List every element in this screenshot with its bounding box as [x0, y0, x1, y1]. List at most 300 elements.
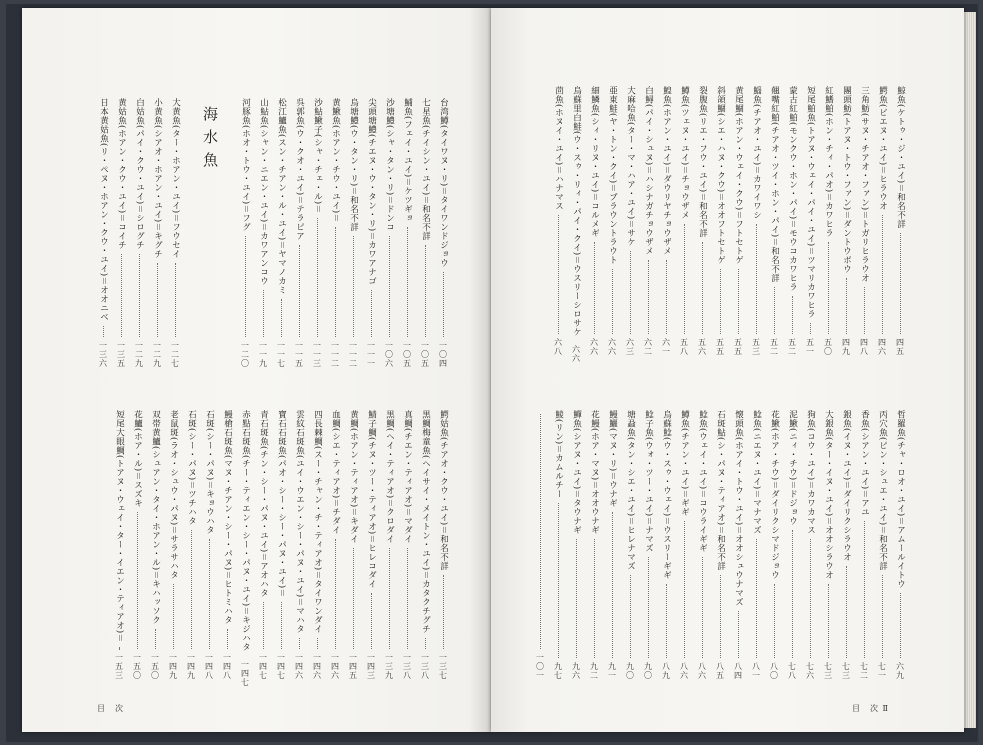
toc-entry — [802, 86, 818, 356]
toc-entry — [586, 410, 602, 680]
entry-title: 花鰍(ホア・チウ)＝ダイリクシマドジョウ — [769, 410, 780, 580]
toc-entry — [255, 98, 271, 368]
dot-leader — [317, 218, 318, 337]
entry-page-number: 一三七 — [438, 653, 448, 680]
toc-entry — [820, 86, 836, 356]
entry-title: 河豚魚(ホオ・トウ・ユイ)＝フグ — [240, 98, 251, 232]
entry-page-number: 五八 — [679, 338, 689, 356]
toc-entry — [273, 98, 289, 368]
entry-page-number: 一四八 — [204, 653, 214, 680]
entry-title: 石斑鮎(シ・パヌ・ティアオ)＝和名不詳 — [715, 410, 726, 571]
entry-title: 香魚(シアン・ユイ)＝アユ — [859, 410, 870, 517]
entry-page-number: 一〇四 — [438, 341, 448, 368]
dot-leader — [173, 584, 174, 649]
entry-page-number: 五二 — [769, 338, 779, 356]
entry-page-number: 一一七 — [276, 341, 286, 368]
dot-leader — [756, 224, 757, 334]
entry-page-number: 六二 — [643, 338, 653, 356]
entry-title: 短尾大眼鯛(トアヌ・ウェイ・ター・イエン・ティアオ)＝ — [114, 410, 125, 643]
dot-leader — [792, 296, 793, 334]
toc-entry — [147, 410, 163, 680]
toc-entry — [658, 410, 674, 680]
dot-leader — [846, 278, 847, 334]
toc-entry — [694, 410, 710, 680]
entry-title: 呉郭魚(ウ・クオ・ユイ)＝テラピア — [294, 98, 305, 241]
entry-page-number: 七二 — [859, 662, 869, 680]
section-heading: 海水魚 — [201, 106, 219, 175]
dot-leader — [299, 638, 300, 649]
entry-page-number: 一二〇 — [240, 341, 250, 368]
entry-title: 山鮎魚(シャン・ニエン・ユイ)＝カワアンコウ — [258, 98, 269, 286]
entry-page-number: 八五 — [715, 662, 725, 680]
toc-entry — [399, 410, 415, 680]
toc-lower-block — [109, 410, 451, 687]
entry-title: 短尾鮊魚(トアヌ・ウェイ・パイ・ユイ)＝ツマリカワヒラ — [805, 86, 816, 319]
dot-leader — [702, 557, 703, 658]
dot-leader — [558, 215, 559, 334]
entry-title: 黄鯛(ホアン・ティアオ)＝キダイ — [348, 410, 359, 544]
dot-leader — [407, 227, 408, 337]
toc-entry — [784, 86, 800, 356]
entry-title: 狗魚(コウ・ユイ)＝カワカマス — [805, 410, 816, 535]
dot-leader — [612, 512, 613, 658]
entry-title: 鱒魚(ツェヌ・ユイ)＝チョウザメ — [679, 86, 690, 220]
toc-entry — [309, 410, 325, 680]
toc-entry — [838, 410, 854, 680]
dot-leader — [900, 593, 901, 658]
entry-page-number: 一四七 — [240, 659, 250, 687]
entry-title: 鱒魚(チアン・ユイ)＝ギギ — [679, 410, 690, 517]
dot-leader — [121, 254, 122, 337]
dot-leader — [281, 299, 282, 337]
entry-page-number: 八六 — [679, 662, 689, 680]
entry-page-number: 四六 — [877, 338, 887, 356]
entry-title: 鯰魚(ウェイ・ユイ)＝コウライギギ — [697, 410, 708, 553]
entry-page-number: 六六 — [607, 338, 617, 356]
entry-title: 台湾鱒(タイワヌ・リ)＝タイワンドジョウ — [438, 98, 449, 268]
toc-entry — [399, 98, 415, 368]
dot-leader — [263, 290, 264, 337]
toc-entry — [129, 410, 145, 680]
entry-page-number: 九六 — [571, 662, 581, 680]
right-page — [491, 8, 964, 732]
entry-title: 赤點石斑魚(チー・ティエン・シー・パヌ・ユイ)＝キジハタ — [240, 410, 251, 652]
entry-title: 銀魚(イヌ・ユイ)＝ダイリクシラウオ — [841, 410, 852, 562]
entry-title: 斜頜鯝(シエ・ハヌ・クウ)＝オオフトセトゲ — [715, 86, 726, 265]
dot-leader — [371, 290, 372, 337]
dot-leader — [317, 638, 318, 649]
toc-entry — [820, 410, 836, 680]
dot-leader — [720, 269, 721, 334]
entry-title: 鯪(リン)＝カムルチー — [553, 410, 564, 499]
left-page — [22, 8, 491, 732]
section-spacer — [221, 98, 235, 368]
dot-leader — [353, 548, 354, 649]
entry-page-number: 五〇 — [823, 338, 833, 356]
entry-title: 白姑魚(パイ・クウ・ユイ)＝シログチ — [134, 98, 145, 250]
entry-page-number: 八九 — [661, 662, 671, 680]
entry-title: 大麻哈魚(ター・マ・ハア・ユイ)＝サケ — [625, 86, 636, 247]
entry-page-number: 九二 — [589, 662, 599, 680]
dot-leader — [738, 611, 739, 658]
toc-entry — [874, 86, 890, 356]
entry-page-number: 四五 — [895, 338, 905, 356]
entry-page-number: 一一九 — [258, 341, 268, 368]
toc-entry — [748, 410, 764, 680]
toc-entry — [712, 410, 728, 680]
toc-entry — [165, 410, 181, 680]
dot-leader — [155, 629, 156, 649]
entry-page-number: 一〇五 — [402, 341, 412, 368]
entry-title: 茴魚(ホヌイ・ユイ)＝ハナマス — [553, 86, 564, 211]
toc-entry — [604, 86, 620, 356]
dot-leader — [540, 414, 541, 649]
toc-entry — [113, 98, 129, 368]
page-folio: 目 次 — [97, 704, 124, 713]
toc-entry — [435, 410, 451, 680]
toc-entry — [417, 98, 433, 368]
entry-page-number: 一三八 — [402, 653, 412, 680]
toc-upper-block — [93, 98, 451, 368]
entry-title: 鯖子鯛(チヌ・ツー・ティアオ)＝ヒレコダイ — [366, 410, 377, 589]
entry-title: 雲紋石斑魚(ユイ・ウエン・シー・パヌ・ユイ)＝マハタ — [294, 410, 305, 634]
entry-page-number: 七一 — [877, 662, 887, 680]
entry-title: 小黄魚(シアオ・ホアン・ユイ)＝キグチ — [152, 98, 163, 259]
entry-page-number: 一四九 — [168, 653, 178, 680]
toc-entry — [381, 98, 397, 368]
entry-page-number: 八四 — [733, 662, 743, 680]
dot-leader — [612, 269, 613, 334]
toc-entry — [676, 86, 692, 356]
entry-page-number: 六六 — [571, 344, 581, 363]
entry-page-number: 九一 — [607, 662, 617, 680]
toc-entry — [766, 410, 782, 680]
toc-entry — [95, 98, 111, 368]
entry-title: 三角魴(サヌ・チアオ・ファン)＝トガリヒラウオ — [859, 86, 870, 283]
toc-entry — [532, 410, 548, 680]
entry-page-number: 一五〇 — [150, 653, 160, 680]
toc-entry — [568, 86, 584, 363]
toc-entry — [363, 98, 379, 368]
dot-leader — [443, 575, 444, 649]
toc-entry — [766, 86, 782, 356]
toc-entry — [363, 410, 379, 680]
dot-leader — [738, 269, 739, 334]
toc-entry — [345, 410, 361, 680]
toc-entry — [730, 86, 746, 356]
dot-leader — [684, 224, 685, 334]
entry-title: 尖頭塘鱧(チエヌ・ウ・タン・リ)＝カワアナゴ — [366, 98, 377, 286]
entry-page-number: 一五〇 — [132, 653, 142, 680]
dot-leader — [335, 227, 336, 337]
entry-page-number: 七八 — [787, 662, 797, 680]
entry-title: 花鱸(ホア・ル)＝スズキ — [132, 410, 143, 508]
dot-leader — [407, 548, 408, 649]
dot-leader — [139, 254, 140, 337]
toc-entry — [730, 410, 746, 680]
dot-leader — [425, 245, 426, 337]
toc-entry — [381, 410, 397, 680]
dot-leader — [389, 236, 390, 337]
page-folio: 目 次 Ⅱ — [852, 704, 889, 713]
entry-page-number: 四九 — [841, 338, 851, 356]
entry-page-number: 六九 — [895, 662, 905, 680]
dot-leader — [630, 575, 631, 658]
entry-page-number: 一四三 — [366, 653, 376, 680]
entry-title: 泥鰍(ニィ・チウ)＝ドジョウ — [787, 410, 798, 526]
entry-title: 鰐魚(ビエヌ・ユイ)＝ヒラウオ — [877, 86, 888, 211]
entry-title: 松江鱸魚(スン・チアン・ル・ユイ)＝ヤマノカミ — [276, 98, 287, 295]
toc-entry — [838, 86, 854, 356]
entry-page-number: 一二九 — [152, 341, 162, 368]
toc-entry — [892, 410, 908, 680]
toc-entry — [712, 86, 728, 356]
entry-page-number: 四八 — [859, 338, 869, 356]
entry-title: 鱓魚(シアヌ・ユイ)＝タウナギ — [571, 410, 582, 535]
toc-entry — [255, 410, 271, 680]
dot-leader — [882, 575, 883, 658]
entry-title: 石斑(シー・パヌ)＝ツチハタ — [186, 410, 197, 526]
dot-leader — [175, 263, 176, 337]
dot-leader — [335, 539, 336, 649]
dot-leader — [810, 539, 811, 658]
entry-page-number: 六八 — [553, 338, 563, 356]
entry-title: 亜東鮭(ヤ・トン・クイ)＝ブラウントラウト — [607, 86, 618, 265]
entry-page-number: 一三六 — [98, 341, 108, 368]
dot-leader — [774, 287, 775, 334]
entry-page-number: 九〇 — [625, 662, 635, 680]
toc-entry — [802, 410, 818, 680]
toc-entry — [327, 98, 343, 368]
entry-page-number: 一一二 — [330, 341, 340, 368]
entry-title: 鯆魚(フェイ・ユイ)＝ケツギョ — [402, 98, 413, 223]
entry-page-number: 五一 — [805, 338, 815, 356]
entry-title: 黄尾鯝(ホアン・ウェイ・クウ)＝フトセトゲ — [733, 86, 744, 265]
entry-title: 大黄魚(ター・ホアン・ユイ)＝フウセイ — [170, 98, 181, 259]
toc-entry — [622, 410, 638, 680]
entry-page-number: 一五三 — [114, 653, 124, 680]
entry-title: 裂腹魚(リエ・フウ・ユイ)＝和名不詳 — [697, 86, 708, 238]
entry-title: 沙塘鱧(シャ・タン・リ)＝ドンコ — [384, 98, 395, 232]
toc-entry — [550, 410, 566, 680]
entry-title: 翹嘴紅鮊(チアオ・ツイ・ホン・パイ)＝和名不詳 — [769, 86, 780, 283]
entry-page-number: 一一五 — [294, 341, 304, 368]
dot-leader — [756, 539, 757, 658]
entry-page-number: 一四七 — [276, 653, 286, 680]
entry-title: 真鯛(チエン・ティアオ)＝マダイ — [402, 410, 413, 544]
entry-page-number: 一四五 — [348, 653, 358, 680]
entry-page-number: 一一三 — [312, 341, 322, 368]
entry-page-number: 五五 — [733, 338, 743, 356]
entry-page-number: 六三 — [625, 338, 635, 356]
dot-leader — [209, 539, 210, 649]
entry-page-number: 一四八 — [222, 653, 232, 680]
entry-title: 團頭魴(トアヌ・トウ・ファン)＝ダントウボウ — [841, 86, 852, 274]
toc-entry — [550, 86, 566, 356]
entry-page-number: 八一 — [751, 662, 761, 680]
entry-page-number: 五六 — [697, 338, 707, 356]
toc-entry — [237, 98, 253, 368]
toc-entry — [201, 410, 217, 680]
entry-title: 鯰魚(ニエヌ・ユイ)＝マナマズ — [751, 410, 762, 535]
toc-entry — [622, 86, 638, 356]
entry-page-number: 一一一 — [366, 341, 376, 368]
entry-page-number: 一〇五 — [420, 341, 430, 368]
dot-leader — [846, 566, 847, 658]
dot-leader — [191, 530, 192, 649]
section-spacer — [183, 98, 197, 368]
dot-leader — [263, 602, 264, 649]
entry-title: 鰻鱺(マヌ・リ)＝ウナギ — [607, 410, 618, 508]
toc-entry — [748, 86, 764, 356]
dot-leader — [576, 539, 577, 658]
entry-page-number: 一四六 — [312, 653, 322, 680]
entry-page-number: 八〇 — [769, 662, 779, 680]
entry-title: 烏塘鱧(ウ・タン・リ)＝和名不詳 — [348, 98, 359, 232]
entry-title: 花鰻(ホア・マヌ)＝オオウナギ — [589, 410, 600, 535]
entry-title: 懐頭魚(ホアイ・トウ・ユイ)＝オオシュウナマズ — [733, 410, 744, 607]
dot-leader — [648, 557, 649, 658]
entry-title: 七星魚(チイシン・ユイ)＝和名不詳 — [420, 98, 431, 241]
dot-leader — [792, 530, 793, 658]
toc-entry — [874, 410, 890, 680]
entry-title: 大銀魚(ター・イヌ・ユイ)＝オオシラウオ — [823, 410, 834, 580]
toc-entry — [658, 86, 674, 356]
dot-leader — [137, 512, 138, 649]
toc-entry — [273, 410, 289, 680]
toc-entry — [856, 410, 872, 680]
entry-title: 青石斑魚(チン・シー・パヌ・ユイ)＝アオハタ — [258, 410, 269, 598]
toc-entry — [604, 410, 620, 680]
entry-title: 四長棘鯛(スー・チャン・チ・ティアオ)＝タイワンダイ — [312, 410, 323, 634]
entry-page-number: 七三 — [823, 662, 833, 680]
entry-page-number: 六六 — [589, 338, 599, 356]
entry-page-number: 七三 — [841, 662, 851, 680]
entry-title: 丙穴魚(ピン・シュエ・ユイ)＝和名不詳 — [877, 410, 888, 571]
entry-page-number: 一二九 — [134, 341, 144, 368]
dot-leader — [425, 638, 426, 649]
entry-title: 烏蘇鯰(ウ・スゥ・ウェイ)＝ウスリーギギ — [661, 410, 672, 580]
entry-title: 血鯛(シエ・ティアオ)＝チダイ — [330, 410, 341, 535]
entry-title: 沙鮎鰍子(シャ・チェ・ル)＝ — [312, 98, 323, 214]
entry-page-number: 六一 — [661, 338, 671, 356]
dot-leader — [371, 593, 372, 649]
dot-leader — [157, 263, 158, 337]
dot-leader — [810, 323, 811, 334]
entry-title: 蒙古紅鮊(モンクウ・ホン・パイ)＝モウコカワヒラ — [787, 86, 798, 292]
entry-title: 日本黄姑魚(リ・ペヌ・ホアン・クウ・ユイ)＝オオニベ — [98, 98, 109, 322]
entry-title: 鰻槍石斑魚(マヌ・チアン・シー・パヌ)＝ヒトミハタ — [222, 410, 233, 625]
dot-leader — [882, 215, 883, 334]
dot-leader — [900, 233, 901, 334]
entry-title: 双帯黄鱸(シュアン・タイ・ホアン・ル)＝キハッソク — [150, 410, 161, 625]
dot-leader — [353, 236, 354, 337]
toc-entry — [345, 98, 361, 368]
entry-page-number: 五三 — [751, 338, 761, 356]
toc-entry — [568, 410, 584, 680]
entry-page-number: 五五 — [715, 338, 725, 356]
entry-title: 細鱗魚(シィ・リヌ・ユイ)＝コルメギ — [589, 86, 600, 238]
dot-leader — [558, 503, 559, 658]
toc-entry — [149, 98, 165, 368]
entry-title: 鯔魚(チアオ・ユイ)＝カワイワシ — [751, 86, 762, 220]
entry-title: 老鼠斑(ラオ・シュウ・パヌ)＝サラサハタ — [168, 410, 179, 580]
toc-entry — [131, 98, 147, 368]
toc-entry — [291, 98, 307, 368]
dot-leader — [702, 242, 703, 334]
dot-leader — [227, 629, 228, 649]
dot-leader — [720, 575, 721, 658]
dot-leader — [864, 521, 865, 658]
toc-entry — [291, 410, 307, 680]
dot-leader — [684, 521, 685, 658]
entry-title: 黄鰍魚(ホアン・チウ・ユイ)＝ — [330, 98, 341, 223]
toc-entry — [417, 410, 433, 680]
entry-title: 黒鯛(ヘイ・ティアオ)＝クロダイ — [384, 410, 395, 544]
entry-title: 塘蝨魚(タン・シエ・ユイ)＝ヒレナマズ — [625, 410, 636, 571]
toc-entry — [856, 86, 872, 356]
dot-leader — [594, 242, 595, 334]
dot-leader — [666, 260, 667, 334]
entry-page-number: 一四九 — [186, 653, 196, 680]
dot-leader — [299, 245, 300, 337]
entry-page-number: 一四七 — [258, 653, 268, 680]
entry-title: 鰉魚(ホアン・ユイ)＝ダウリヤチョウザメ — [661, 86, 672, 256]
entry-title: 紅鰭鮊(ホン・チィ・パオ)＝カワヒラ — [823, 86, 834, 238]
entry-page-number: 一四六 — [330, 653, 340, 680]
entry-page-number: 一〇六 — [384, 341, 394, 368]
dot-leader — [594, 539, 595, 658]
entry-title: 黄姑魚(ホアン・クウ・ユイ)＝コイチ — [116, 98, 127, 250]
dot-leader — [774, 584, 775, 658]
entry-page-number: 一四六 — [294, 653, 304, 680]
toc-entry — [111, 410, 127, 680]
dot-leader — [828, 242, 829, 334]
toc-entry — [309, 98, 325, 368]
entry-page-number: 一〇一 — [535, 653, 545, 680]
entry-title: 鯰子魚(ウォ・ツー・ユイ)＝ナマズ — [643, 410, 654, 553]
dot-leader — [245, 236, 246, 337]
toc-entry — [640, 410, 656, 680]
dot-leader — [864, 287, 865, 334]
entry-title: 白鱘(パイ・シュヌ)＝ハシナガチョウザメ — [643, 86, 654, 256]
dot-leader — [103, 326, 104, 337]
toc-entry — [784, 410, 800, 680]
entry-page-number: 一三五 — [116, 341, 126, 368]
dot-leader — [443, 272, 444, 337]
dot-leader — [119, 647, 120, 649]
toc-entry — [167, 98, 183, 368]
entry-title: 哲羅魚(チャ・ロオ・ユイ)＝アムールイトウ — [895, 410, 906, 589]
entry-title: 烏蘇里白鮭(ウ・スゥ・リィ・パイ・クイ)＝ウスリーシロサケ — [571, 86, 582, 337]
dot-leader — [828, 584, 829, 658]
entry-page-number: 一三九 — [384, 653, 394, 680]
entry-title: 鯨魚(ケトゥ・ジ・ユイ)＝和名不詳 — [895, 86, 906, 229]
toc-entry — [892, 86, 908, 356]
dot-leader — [666, 584, 667, 658]
toc-lower-block — [530, 410, 908, 680]
toc-upper-block — [548, 86, 908, 363]
entry-title: 寶石石斑魚(パオ・シー・シー・パヌ・ユイ)＝ — [276, 410, 287, 598]
entry-page-number: 九七 — [553, 662, 563, 680]
entry-page-number: 九〇 — [643, 662, 653, 680]
toc-entry — [219, 410, 235, 680]
toc-entry — [694, 86, 710, 356]
toc-entry — [586, 86, 602, 356]
dot-leader — [281, 602, 282, 649]
toc-entry — [676, 410, 692, 680]
entry-page-number: 一三八 — [420, 653, 430, 680]
